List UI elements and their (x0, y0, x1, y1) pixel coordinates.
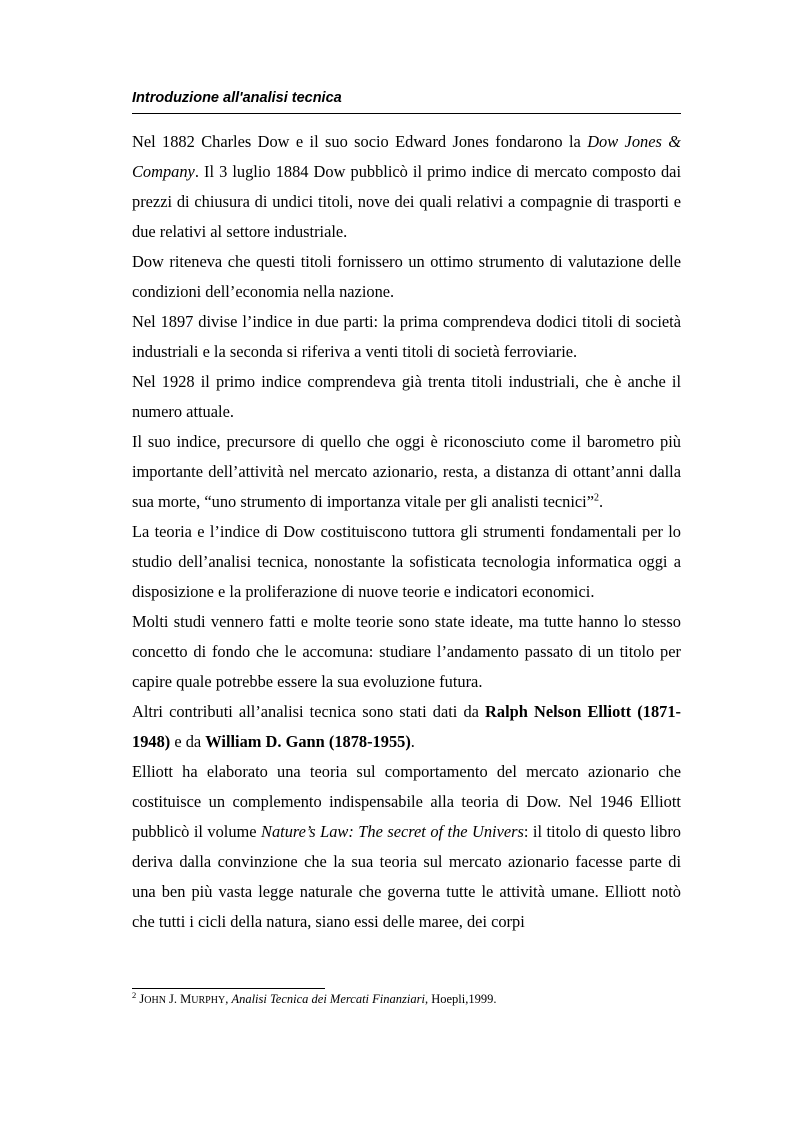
footnote-rule (132, 988, 325, 989)
footnote-book-title: Analisi Tecnica dei Mercati Finanziari (231, 992, 425, 1006)
body-text (132, 127, 681, 937)
name-elliott: Ralph Nelson Elliott (1871-1948) (132, 702, 681, 751)
paragraph-dow-belief: Dow riteneva che questi titoli fornissero un ottimo strumento di valutazione delle condizioni dell’economia nella nazione. (132, 252, 681, 301)
footnote-ref[interactable]: 2 (593, 492, 599, 504)
footnote: $^2$ JOHN J. MURPHY, Analisi Tecnica dei Mercati Finanziari, Hoepli,1999. (132, 989, 497, 1006)
paragraph-1928: Nel 1928 il primo indice comprendeva già trenta titoli industriali, che è anche il numero attuale. (132, 372, 681, 421)
footnote-number: 2 (132, 989, 137, 1000)
page-header-title: Introduzione all'analisi tecnica (132, 90, 342, 106)
company-name: Dow Jones & Company (132, 132, 681, 181)
paragraph-studies: Molti studi vennero fatti e molte teorie sono state ideate, ma tutte hanno lo stesso concetto di fondo che le accomuna: studiare l’andamento passato di un titolo per capire quale potrebbe essere la sua evoluzione futura. (132, 612, 681, 691)
header-rule (132, 113, 681, 114)
paragraph-dow-theory: La teoria e l’indice di Dow costituiscono tuttora gli strumenti fondamentali per lo studio dell’analisi tecnica, nonostante la sofisticata tecnologia informatica oggi a disposizione e la proliferazione di nuove teorie e indicatori economici. (132, 522, 681, 601)
paragraph-index-barometer: Il suo indice, precursore di quello che oggi è riconosciuto come il barometro più importante dell’attività nel mercato azionario, resta, a distanza di ottant’anni dalla sua morte, “uno strumento di importanza vitale per gli analisti tecnici”$^2$. (132, 432, 681, 511)
paragraph-1897: Nel 1897 divise l’indice in due parti: la prima comprendeva dodici titoli di società industriali e la seconda si riferiva a venti titoli di società ferroviarie. (132, 312, 681, 361)
paragraph-dow-jones-founding: Nel 1882 Charles Dow e il suo socio Edward Jones fondarono la Dow Jones & Company. Il 3 luglio 1884 Dow pubblicò il primo indice di mercato composto dai prezzi di chiusura di undici titoli, nove dei quali relativi a compagnie di trasporti e due relativi al settore industriale. (132, 132, 681, 241)
name-gann: William D. Gann (1878-1955) (205, 732, 411, 751)
paragraph-contributors: Altri contributi all’analisi tecnica sono stati dati da Ralph Nelson Elliott (1871-1948) e da William D. Gann (1878-1955). (132, 702, 681, 751)
book-title: Nature’s Law: The secret of the Univers (261, 822, 524, 841)
paragraph-elliott-theory: Elliott ha elaborato una teoria sul comportamento del mercato azionario che costituisce un complemento indispensabile alla teoria di Dow. Nel 1946 Elliott pubblicò il volume Nature’s Law: The secret of the Univers: il titolo di questo libro deriva dalla convinzione che la sua teoria sul mercato azionario facesse parte di una ben più vasta legge naturale che governa tutte le attività umane. Elliott notò che tutti i cicli della natura, siano essi delle maree, dei corpi (132, 762, 681, 931)
